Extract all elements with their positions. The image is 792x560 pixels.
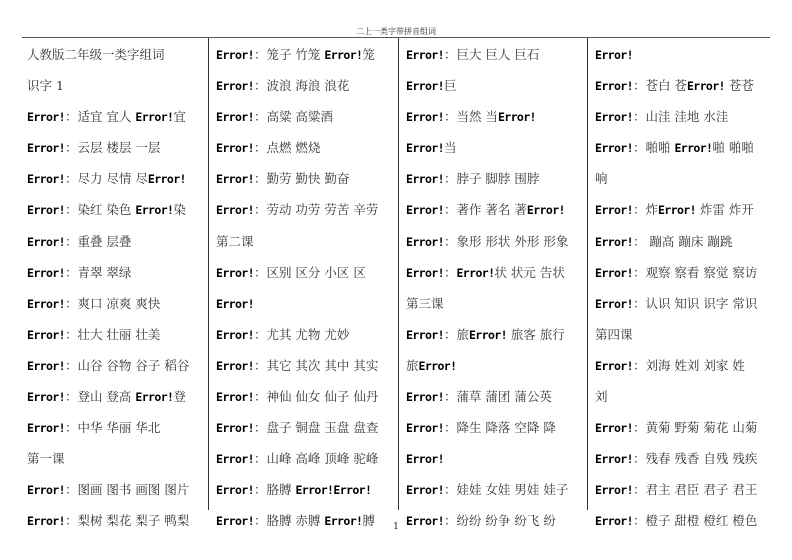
error-field-placeholder: Error! bbox=[595, 48, 633, 62]
word-group-line bbox=[27, 100, 208, 131]
word-group-line bbox=[27, 318, 208, 349]
word-text: 啪 啪啪 bbox=[712, 140, 754, 156]
word-group-line bbox=[27, 287, 208, 318]
word-group-line bbox=[406, 349, 587, 380]
word-text: ：象形 形状 外形 形象 bbox=[443, 233, 569, 249]
error-field-placeholder: Error! bbox=[27, 514, 65, 529]
word-text: ：橙子 甜橙 橙红 橙色 bbox=[632, 513, 758, 529]
word-group-line bbox=[216, 349, 398, 380]
word-group-line bbox=[216, 100, 398, 131]
word-group-line bbox=[216, 256, 398, 287]
word-group-line bbox=[216, 162, 398, 193]
word-group-line bbox=[406, 287, 587, 318]
word-group-line bbox=[595, 162, 770, 193]
error-field-placeholder: Error! bbox=[406, 514, 444, 529]
word-text: ：盘子 铜盘 玉盘 盘查 bbox=[253, 420, 379, 436]
word-text: 人教版二年级一类字组词 bbox=[27, 47, 165, 62]
word-text: ：笼子 竹笼 bbox=[253, 47, 325, 62]
error-field-placeholder: Error! bbox=[595, 234, 633, 249]
word-text: 旅 bbox=[406, 357, 419, 373]
error-field-placeholder: Error! bbox=[27, 203, 65, 218]
word-text: ：青翠 翠绿 bbox=[64, 264, 132, 280]
error-field-placeholder: Error! bbox=[216, 172, 254, 187]
word-group-line bbox=[27, 225, 208, 256]
error-field-placeholder: Error! bbox=[216, 390, 254, 405]
word-text: 识字 1 bbox=[27, 78, 64, 94]
word-text: ：高粱 高粱酒 bbox=[253, 109, 333, 125]
error-field-placeholder: Error! bbox=[27, 296, 65, 311]
error-field-placeholder: Error! bbox=[135, 110, 174, 125]
word-text: ：爽口 凉爽 爽快 bbox=[64, 295, 161, 311]
error-field-placeholder: Error! bbox=[27, 234, 65, 249]
word-group-line bbox=[595, 69, 770, 100]
word-text: ：降生 降落 空降 降 bbox=[443, 420, 556, 436]
error-field-placeholder: Error! bbox=[216, 203, 254, 218]
error-field-placeholder: Error! bbox=[27, 141, 65, 156]
page-header-title: 二上一类字带拼音组词 bbox=[356, 27, 436, 36]
word-text: ：梨树 梨花 梨子 鸭梨 bbox=[64, 513, 190, 529]
word-text: 第一课 bbox=[27, 451, 65, 467]
word-group-line bbox=[595, 256, 770, 287]
error-field-placeholder: Error! bbox=[657, 203, 696, 218]
error-field-placeholder: Error! bbox=[406, 110, 444, 125]
word-text: ：啪啪 bbox=[632, 140, 675, 156]
word-text: ：中华 华丽 华北 bbox=[64, 420, 161, 436]
word-group-line bbox=[595, 100, 770, 131]
error-field-placeholder: Error! bbox=[27, 483, 65, 498]
error-field-placeholder: Error! bbox=[216, 483, 254, 498]
word-text: ：胳膊 bbox=[253, 482, 296, 498]
error-field-placeholder: Error! bbox=[216, 327, 254, 342]
word-group-line bbox=[406, 38, 587, 69]
column-2 bbox=[208, 38, 398, 529]
word-text: ：蒲草 蒲团 蒲公英 bbox=[443, 389, 552, 405]
error-field-placeholder: Error! bbox=[324, 514, 363, 529]
word-text: 膊 bbox=[362, 513, 375, 529]
error-field-placeholder: Error! bbox=[216, 265, 254, 280]
word-group-line bbox=[216, 225, 398, 256]
word-text: 刘 bbox=[595, 389, 608, 405]
error-field-placeholder: Error! bbox=[406, 234, 444, 249]
error-field-placeholder: Error! bbox=[216, 141, 254, 156]
word-group-line bbox=[406, 225, 587, 256]
error-field-placeholder: Error! bbox=[406, 141, 444, 156]
error-field-placeholder: Error! bbox=[595, 110, 633, 125]
error-field-placeholder: Error! bbox=[595, 79, 633, 94]
word-text: 笼 bbox=[362, 47, 375, 62]
error-field-placeholder: Error! bbox=[595, 141, 633, 156]
error-field-placeholder: Error! bbox=[216, 296, 254, 311]
word-group-line bbox=[595, 318, 770, 349]
word-text: 染 bbox=[173, 202, 186, 218]
word-group-line bbox=[27, 349, 208, 380]
word-text: ：纷纷 纷争 纷飞 纷 bbox=[443, 513, 556, 529]
word-text: 第三课 bbox=[406, 295, 444, 311]
error-field-placeholder: Error! bbox=[456, 265, 495, 280]
word-text: ：壮大 壮丽 壮美 bbox=[64, 326, 161, 342]
word-group-line bbox=[406, 100, 587, 131]
column-4 bbox=[587, 38, 770, 529]
word-group-line bbox=[406, 442, 587, 473]
word-group-line bbox=[595, 473, 770, 504]
error-field-placeholder: Error! bbox=[595, 452, 633, 467]
word-group-line bbox=[216, 411, 398, 442]
error-field-placeholder: Error! bbox=[418, 358, 457, 373]
word-text: 当 bbox=[443, 140, 457, 156]
word-text: ：区别 区分 小区 区 bbox=[253, 264, 366, 280]
word-text: 登 bbox=[173, 389, 186, 405]
word-text: 宜 bbox=[173, 109, 186, 125]
word-group-line bbox=[406, 193, 587, 224]
word-group-line bbox=[27, 256, 208, 287]
word-text: ：其它 其次 其中 其实 bbox=[253, 357, 379, 373]
word-text: ： 蹦高 蹦床 蹦跳 bbox=[632, 233, 733, 249]
word-text: ：山洼 洼地 水洼 bbox=[632, 109, 729, 125]
error-field-placeholder: Error! bbox=[406, 48, 444, 62]
word-text: ：脖子 脚脖 围脖 bbox=[443, 171, 540, 187]
word-text: ：认识 知识 识字 常识 bbox=[632, 295, 758, 311]
error-field-placeholder: Error! bbox=[595, 296, 633, 311]
error-field-placeholder: Error! bbox=[27, 110, 65, 125]
word-group-line bbox=[595, 442, 770, 473]
word-text: ：君主 君臣 君子 君王 bbox=[632, 482, 758, 498]
error-field-placeholder: Error! bbox=[406, 265, 444, 280]
error-field-placeholder: Error! bbox=[595, 265, 633, 280]
word-group-line bbox=[406, 318, 587, 349]
word-text: ：神仙 仙女 仙子 仙丹 bbox=[253, 389, 379, 405]
error-field-placeholder: Error! bbox=[406, 421, 444, 436]
word-group-line bbox=[595, 287, 770, 318]
word-group-line bbox=[216, 69, 398, 100]
word-text: ：重叠 层叠 bbox=[64, 233, 132, 249]
error-field-placeholder: Error! bbox=[216, 358, 254, 373]
word-group-line bbox=[27, 69, 208, 100]
word-group-line bbox=[406, 380, 587, 411]
word-group-line bbox=[406, 69, 587, 100]
word-text: ：适宜 宜人 bbox=[64, 109, 136, 125]
word-text: ：残春 残香 自残 残疾 bbox=[632, 451, 758, 467]
word-text: ：旅 bbox=[443, 326, 469, 342]
word-group-line bbox=[216, 287, 398, 318]
error-field-placeholder: Error! bbox=[406, 483, 444, 498]
document-body-columns bbox=[22, 38, 770, 529]
word-group-line bbox=[406, 473, 587, 504]
error-field-placeholder: Error! bbox=[216, 79, 254, 94]
word-text: 第二课 bbox=[216, 233, 254, 249]
column-3 bbox=[398, 38, 587, 529]
error-field-placeholder: Error! bbox=[147, 172, 186, 187]
error-field-placeholder: Error! bbox=[497, 110, 536, 125]
word-group-line bbox=[216, 193, 398, 224]
error-field-placeholder: Error! bbox=[135, 203, 174, 218]
word-group-line bbox=[27, 38, 208, 69]
word-text: ： bbox=[443, 264, 457, 280]
word-text: ：炸 bbox=[632, 202, 658, 218]
word-text: 旅客 旅行 bbox=[506, 326, 565, 342]
word-group-line bbox=[406, 131, 587, 162]
word-group-line bbox=[27, 411, 208, 442]
error-field-placeholder: Error! bbox=[216, 452, 254, 467]
word-group-line bbox=[216, 38, 398, 69]
error-field-placeholder: Error! bbox=[595, 421, 633, 436]
word-group-line bbox=[595, 411, 770, 442]
word-text: ：巨大 巨人 巨石 bbox=[443, 47, 540, 62]
word-group-line bbox=[27, 473, 208, 504]
page-number: 1 bbox=[393, 522, 399, 532]
word-text: ：胳膊 赤膊 bbox=[253, 513, 325, 529]
error-field-placeholder: Error! bbox=[324, 48, 363, 62]
word-group-line bbox=[595, 349, 770, 380]
error-field-placeholder: Error! bbox=[135, 390, 174, 405]
error-field-placeholder: Error! bbox=[526, 203, 565, 218]
error-field-placeholder: Error! bbox=[406, 172, 444, 187]
error-field-placeholder: Error! bbox=[595, 483, 633, 498]
word-group-line bbox=[216, 318, 398, 349]
word-group-line bbox=[406, 162, 587, 193]
error-field-placeholder: Error! bbox=[406, 203, 444, 218]
word-text: ：刘海 姓刘 刘家 姓 bbox=[632, 357, 745, 373]
word-group-line bbox=[216, 442, 398, 473]
word-group-line bbox=[27, 193, 208, 224]
word-group-line bbox=[216, 380, 398, 411]
word-group-line bbox=[216, 473, 398, 504]
word-text: ：尽力 尽情 尽 bbox=[64, 171, 148, 187]
word-group-line bbox=[406, 256, 587, 287]
word-text: ：苍白 苍 bbox=[632, 78, 687, 94]
error-field-placeholder: Error! bbox=[674, 141, 713, 156]
error-field-placeholder: Error! bbox=[595, 203, 633, 218]
error-field-placeholder: Error! bbox=[595, 514, 633, 529]
word-text: ：染红 染色 bbox=[64, 202, 136, 218]
column-1 bbox=[22, 38, 208, 529]
error-field-placeholder: Error!Error! bbox=[295, 483, 372, 498]
error-field-placeholder: Error! bbox=[216, 421, 254, 436]
error-field-placeholder: Error! bbox=[27, 327, 65, 342]
word-group-line bbox=[27, 162, 208, 193]
word-group-line bbox=[595, 380, 770, 411]
word-text: ：山峰 高峰 顶峰 驼峰 bbox=[253, 451, 379, 467]
word-group-line bbox=[27, 131, 208, 162]
word-group-line bbox=[406, 411, 587, 442]
error-field-placeholder: Error! bbox=[595, 358, 633, 373]
word-text: ：著作 著名 著 bbox=[443, 202, 527, 218]
error-field-placeholder: Error! bbox=[27, 358, 65, 373]
error-field-placeholder: Error! bbox=[27, 172, 65, 187]
word-text: 苍苍 bbox=[724, 78, 754, 94]
error-field-placeholder: Error! bbox=[406, 327, 444, 342]
word-text: ：娃娃 女娃 男娃 娃子 bbox=[443, 482, 569, 498]
word-text: ：劳动 功劳 劳苦 辛劳 bbox=[253, 202, 379, 218]
word-text: ：波浪 海浪 浪花 bbox=[253, 78, 350, 94]
word-text: ：黄菊 野菊 菊花 山菊 bbox=[632, 420, 758, 436]
error-field-placeholder: Error! bbox=[406, 390, 444, 405]
error-field-placeholder: Error! bbox=[216, 110, 254, 125]
word-group-line bbox=[595, 131, 770, 162]
word-text: 第四课 bbox=[595, 326, 633, 342]
error-field-placeholder: Error! bbox=[468, 327, 507, 342]
error-field-placeholder: Error! bbox=[686, 79, 725, 94]
word-group-line bbox=[595, 225, 770, 256]
word-group-line bbox=[595, 38, 770, 69]
word-text: 状 状元 告状 bbox=[494, 264, 565, 280]
word-group-line bbox=[27, 380, 208, 411]
word-text: ：观察 察看 察觉 察访 bbox=[632, 264, 758, 280]
error-field-placeholder: Error! bbox=[27, 421, 65, 436]
word-text: 响 bbox=[595, 171, 608, 187]
word-text: 巨 bbox=[443, 78, 457, 94]
error-field-placeholder: Error! bbox=[27, 265, 65, 280]
error-field-placeholder: Error! bbox=[216, 48, 254, 62]
error-field-placeholder: Error! bbox=[216, 514, 254, 529]
word-text: ：当然 当 bbox=[443, 109, 498, 125]
word-text: 炸雷 炸开 bbox=[695, 202, 754, 218]
word-text: ：登山 登高 bbox=[64, 389, 136, 405]
error-field-placeholder: Error! bbox=[406, 79, 444, 94]
word-group-line bbox=[27, 442, 208, 473]
error-field-placeholder: Error! bbox=[406, 452, 444, 467]
word-text: ：山谷 谷物 谷子 稻谷 bbox=[64, 357, 190, 373]
word-text: ：尤其 尤物 尤妙 bbox=[253, 326, 350, 342]
word-text: ：点燃 燃烧 bbox=[253, 140, 321, 156]
word-group-line bbox=[595, 193, 770, 224]
word-text: ：云层 楼层 一层 bbox=[64, 140, 161, 156]
word-group-line bbox=[216, 131, 398, 162]
word-text: ：勤劳 勤快 勤奋 bbox=[253, 171, 350, 187]
error-field-placeholder: Error! bbox=[27, 390, 65, 405]
word-text: ：图画 图书 画图 图片 bbox=[64, 482, 190, 498]
